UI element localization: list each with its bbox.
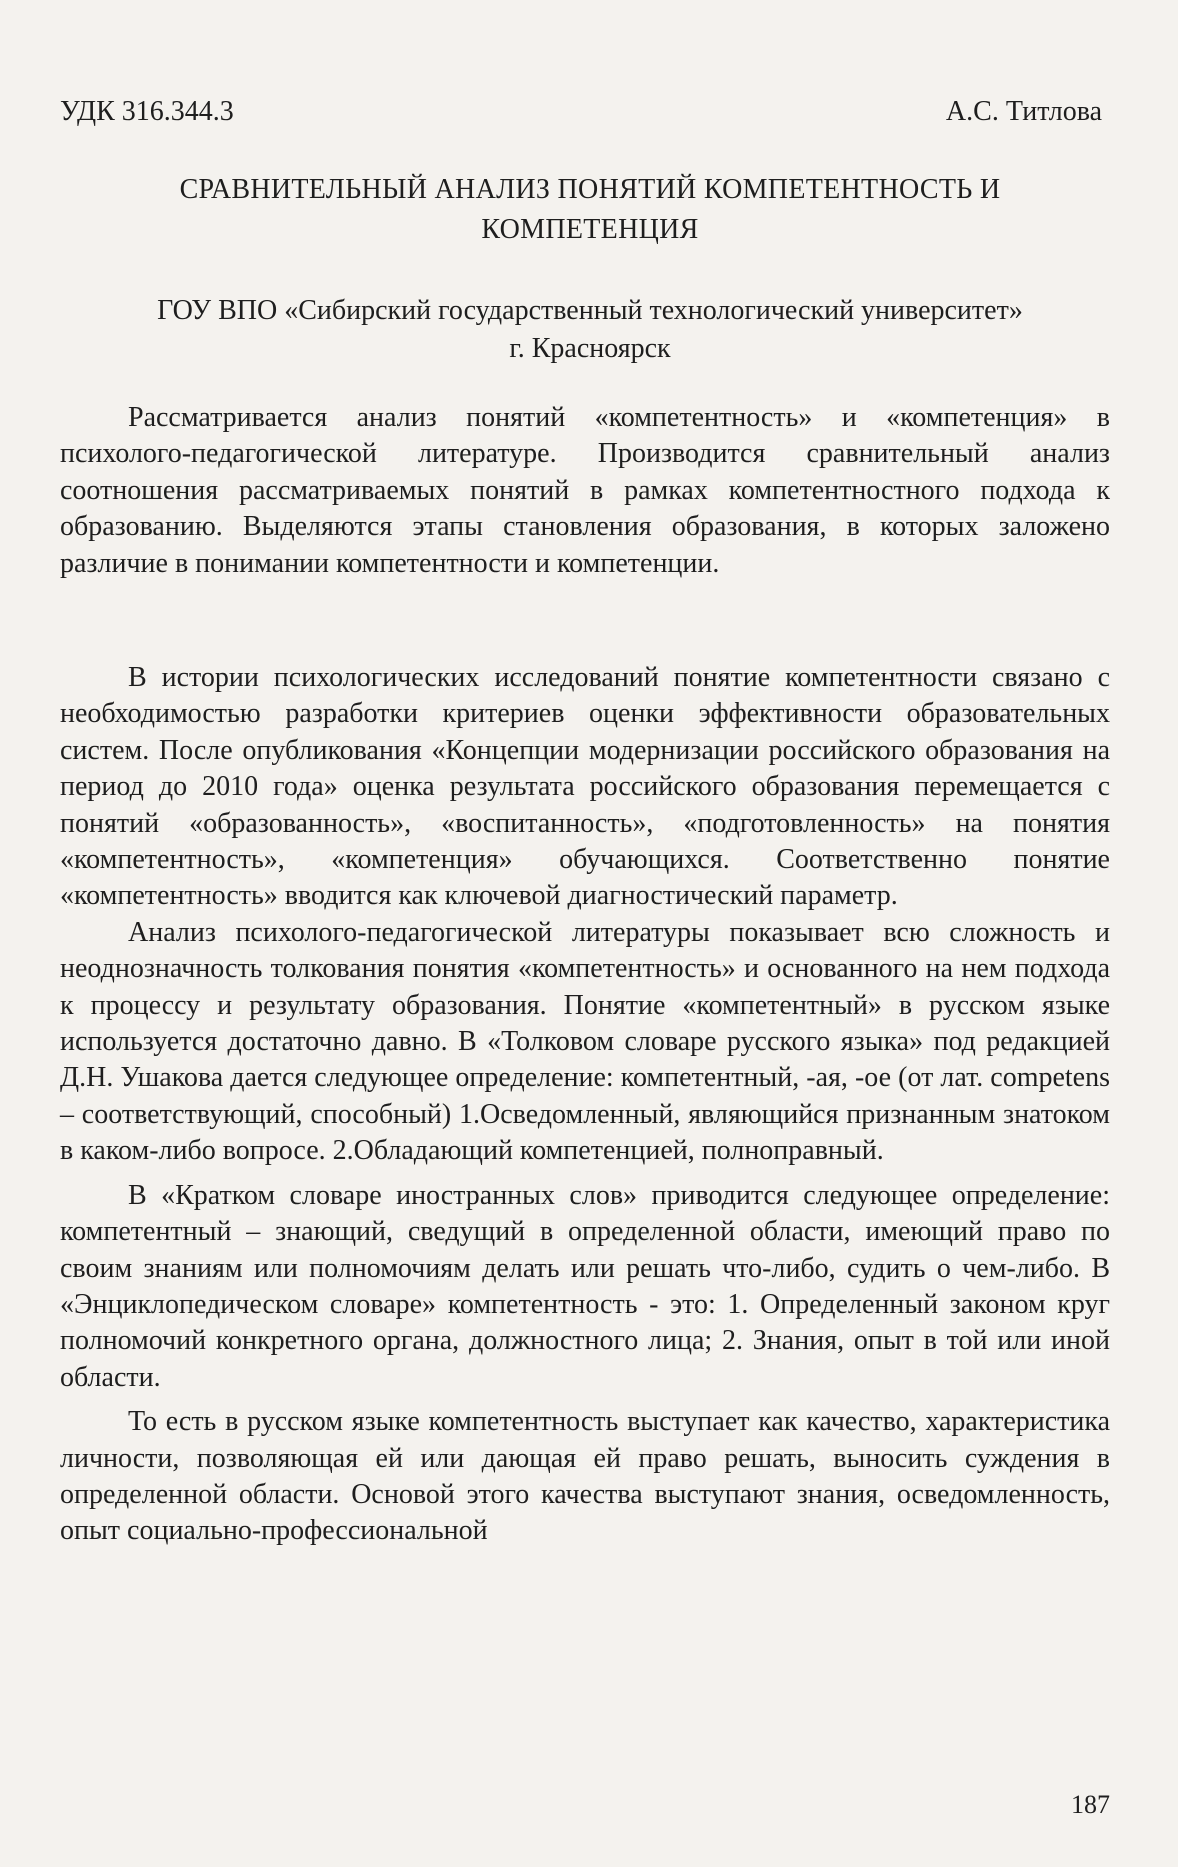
udc-code: УДК 316.344.3 (60, 96, 234, 127)
paragraph-3: В «Кратком словаре иностранных слов» приводится следующее определение: компетентный – знающий, сведущий в определенной области, имеющий право по своим знаниям или полномочиям делать или решать что-либо, судить о чем-либо. В «Энциклопедическом словаре» компетентность - это: 1. Определенный законом круг полномочий конкретного органа, должностного лица; 2. Знания, опыт в той или иной области. (60, 1179, 1110, 1393)
article-title (80, 170, 1100, 250)
affiliation-line-1: ГОУ ВПО «Сибирский государственный технологический университет» (157, 295, 1023, 326)
paragraph-2: Анализ психолого-педагогической литературы показывает всю сложность и неоднозначность толкования понятия «компетентность» и основанного на нем подхода к процессу и результату образования. Понятие «компетентный» в русском языке используется достаточно давно. В «Толковом словаре русского языка» под редакцией Д.Н. Ушакова дается следующее определение: компетентный, -ая, -ое (от лат. competens – соответствующий, способный) 1.Осведомленный, являющийся признанным знатоком в каком-либо вопросе. 2.Обладающий компетенцией, полноправный. (60, 916, 1110, 1167)
affiliation (80, 292, 1100, 368)
paragraph-4: То есть в русском языке компетентность выступает как качество, характеристика личности, позволяющая ей или дающая ей право решать, выносить суждения в определенной области. Основой этого качества выступают знания, осведомленность, опыт социально-профессиональной (60, 1406, 1110, 1547)
header-line (60, 96, 1102, 140)
page-number: 187 (1071, 1790, 1110, 1819)
title-line-2: КОМПЕТЕНЦИЯ (481, 214, 699, 245)
body-text (60, 660, 1110, 1550)
affiliation-line-2: г. Красноярск (509, 333, 671, 364)
abstract: Рассматривается анализ понятий «компетентность» и «компетенция» в психолого-педагогической литературе. Производится сравнительный анализ соотношения рассматриваемых понятий в рамках компетентностного подхода к образованию. Выделяются этапы становления образования, в которых заложено различие в понимании компетентности и компетенции. (60, 402, 1110, 579)
title-line-1: СРАВНИТЕЛЬНЫЙ АНАЛИЗ ПОНЯТИЙ КОМПЕТЕНТНОСТЬ И (179, 174, 1001, 205)
paragraph-1: В истории психологических исследований понятие компетентности связано с необходимостью разработки критериев оценки эффективности образовательных систем. После опубликования «Концепции модернизации российского образования на период до 2010 года» оценка результата российского образования перемещается с понятий «образованность», «воспитанность», «подготовленность» на понятия «компетентность», «компетенция» обучающихся. Соответственно понятие «компетентность» вводится как ключевой диагностический параметр. (60, 662, 1110, 912)
author-name: А.С. Титлова (945, 96, 1102, 127)
